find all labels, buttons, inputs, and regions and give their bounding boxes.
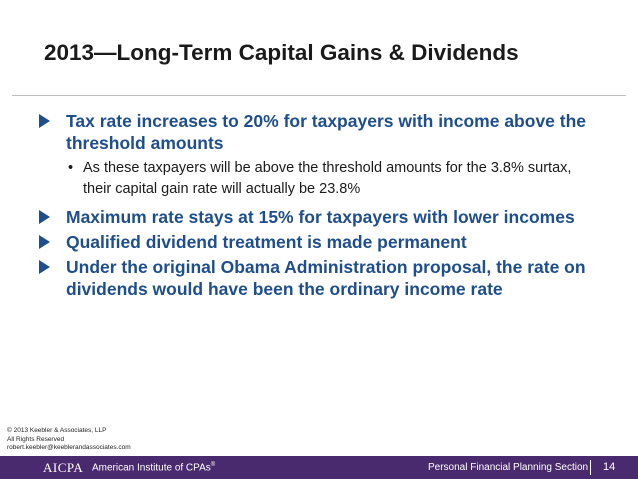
triangle-bullet-icon: [39, 260, 50, 274]
bullet-text: Qualified dividend treatment is made permanent: [66, 232, 467, 252]
footer-separator: [590, 460, 591, 475]
footer-section-name: Personal Financial Planning Section: [428, 462, 589, 473]
title-divider: [12, 95, 626, 96]
bullet-item: [37, 231, 597, 253]
sub-bullet-text: As these taxpayers will be above the threshold amounts for the 3.8% surtax, their capital gain rate will actually be 23.8%: [83, 160, 572, 197]
triangle-bullet-icon: [39, 235, 50, 249]
footer-bar: [0, 456, 638, 479]
rights-line: All Rights Reserved: [7, 435, 65, 443]
copyright-line: © 2013 Keebler & Associates, LLP: [7, 427, 107, 434]
page-number: 14: [603, 461, 616, 473]
org-name-text: American Institute of CPAs: [92, 462, 211, 474]
sub-bullet-item: [37, 158, 597, 200]
slide-title: 2013—Long-Term Capital Gains & Dividends: [44, 40, 519, 65]
bullet-item: [37, 110, 597, 154]
triangle-bullet-icon: [39, 114, 50, 128]
bullet-item: [37, 256, 597, 300]
bullet-text: Maximum rate stays at 15% for taxpayers with lower incomes: [66, 207, 575, 227]
bullet-text: Under the original Obama Administration proposal, the rate on dividends would have been the ordinary income rate: [66, 257, 586, 299]
contact-email: robert.keebler@keeblerandassociates.com: [7, 444, 131, 451]
copyright-notice: [7, 427, 131, 453]
bullet-item: [37, 206, 597, 228]
bullet-text: Tax rate increases to 20% for taxpayers with income above the threshold amounts: [66, 111, 587, 153]
sub-bullet-marker: •: [68, 160, 74, 176]
footer-org-name: [92, 462, 215, 473]
bullet-list: [37, 110, 597, 303]
triangle-bullet-icon: [39, 210, 50, 224]
registered-mark: ®: [210, 462, 216, 468]
aicpa-logo: AICPA: [43, 460, 84, 475]
